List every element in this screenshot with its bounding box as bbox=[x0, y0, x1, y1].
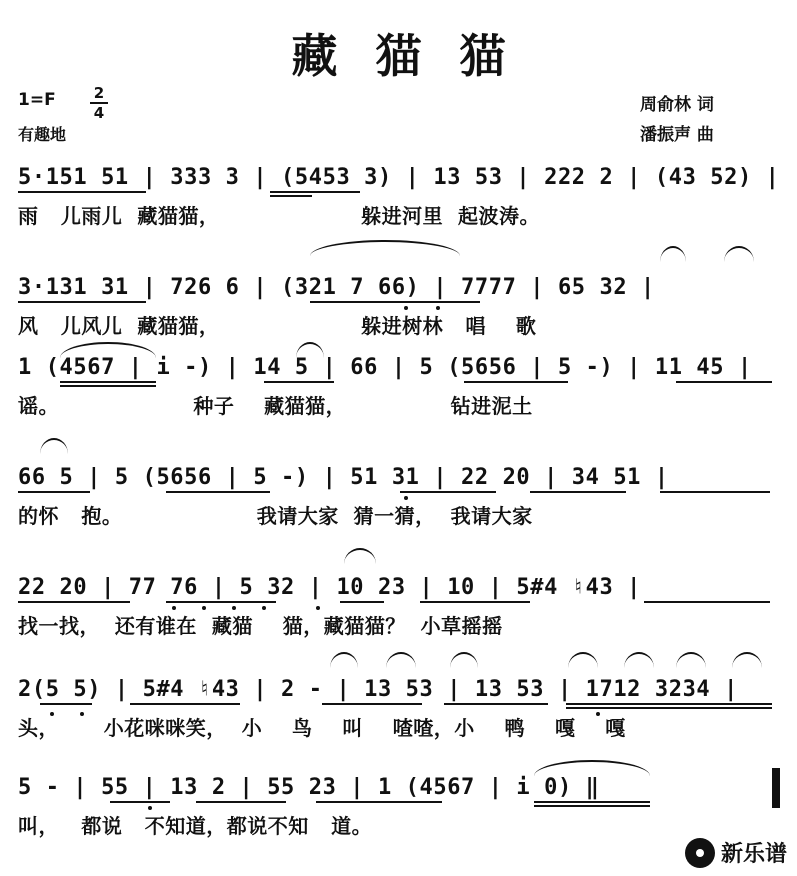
notation-line: 2(5 5) | 5#4 ♮43 | 2 - | 13 53 | 13 53 | 1712 3234 | bbox=[18, 677, 738, 702]
composer-credit: 潘振声 曲 bbox=[640, 125, 714, 145]
score-system-6 bbox=[0, 668, 797, 778]
key-signature: 1=F bbox=[18, 90, 56, 110]
music-disc-icon bbox=[685, 838, 715, 868]
score-system-7 bbox=[0, 766, 797, 876]
score-system-3 bbox=[0, 346, 797, 456]
lyrics-line: 雨 儿雨儿 藏猫猫， 躲进河里 起波涛。 bbox=[18, 204, 541, 228]
notation-line: 5·151 51 | 333 3 | (5453 3) | 13 53 | 222 2 | (43 52) | bbox=[18, 165, 780, 190]
time-signature bbox=[88, 85, 110, 121]
song-title: 藏猫猫 bbox=[291, 29, 544, 83]
lyrics-line: 的怀 抱。 我请大家 猜一猜， 我请大家 bbox=[18, 504, 533, 528]
notation-line: 5 - | 55 | 13 2 | 55 23 | 1 (4567 | i 0) ‖ bbox=[18, 775, 600, 800]
lyrics-line: 谣。 种子 藏猫猫， 钻进泥土 bbox=[18, 394, 533, 418]
time-signature-bottom: 4 bbox=[93, 104, 105, 122]
score-system-4 bbox=[0, 456, 797, 566]
lyricist-credit: 周俞林 词 bbox=[640, 95, 714, 115]
expression-mark: 有趣地 bbox=[18, 125, 67, 144]
notation-line: 66 5 | 5 (5656 | 5 -) | 51 31 | 22 20 | 34 51 | bbox=[18, 465, 669, 490]
notation-line: 3·131 31 | 726 6 | (321 7 66) | 7777 | 65 32 | bbox=[18, 275, 655, 300]
watermark-logo bbox=[685, 837, 787, 868]
watermark-text: 新乐谱 bbox=[720, 842, 787, 867]
time-signature-top: 2 bbox=[93, 84, 105, 102]
final-barline bbox=[772, 768, 780, 808]
lyrics-line: 风 儿风儿 藏猫猫， 躲进树林 唱 歌 bbox=[18, 314, 537, 338]
lyrics-line: 头， 小花咪咪笑， 小 鸟 叫 喳喳，小 鸭 嘎 嘎 bbox=[18, 716, 626, 740]
notation-line: 22 20 | 77 76 | 5 32 | 10 23 | 10 | 5#4 ♮43 | bbox=[18, 575, 642, 600]
lyrics-line: 找一找， 还有谁在 藏猫 猫，藏猫猫？ 小草摇摇 bbox=[18, 614, 503, 638]
lyrics-line: 叫， 都说 不知道，都说不知 道。 bbox=[18, 814, 373, 838]
notation-line: 1 (4567 | i -) | 14 5 | 66 | 5 (5656 | 5 -) | 11 45 | bbox=[18, 355, 752, 380]
